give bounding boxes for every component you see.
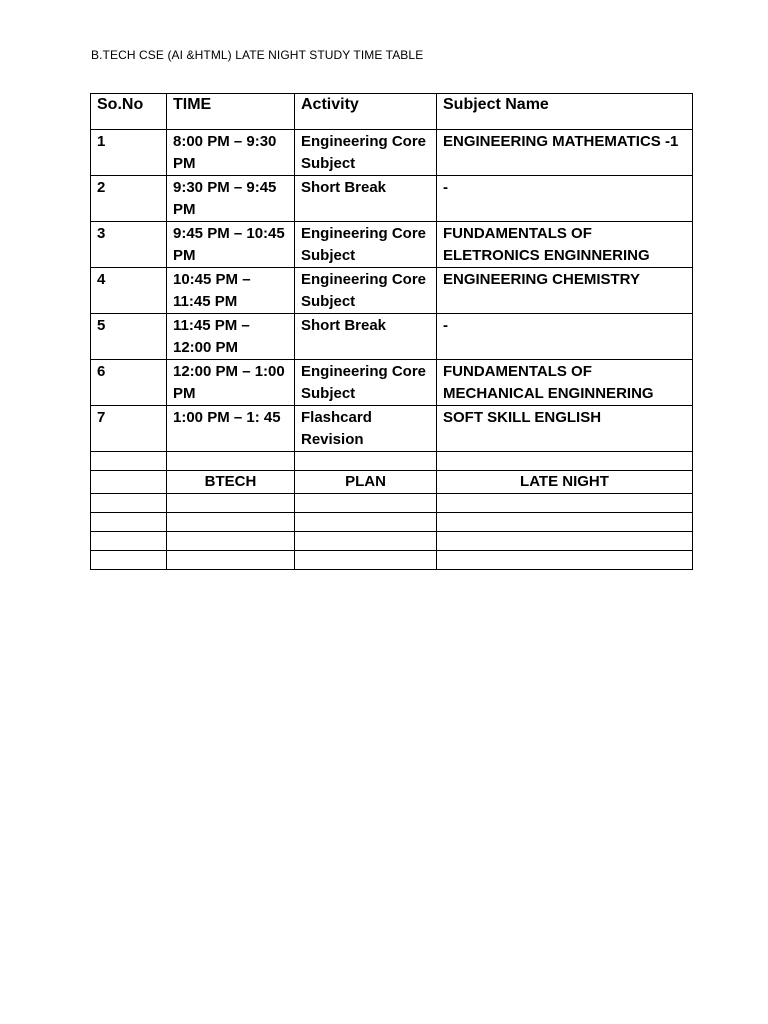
empty-cell [437, 513, 693, 532]
cell-subject: ENGINEERING MATHEMATICS -1 [437, 130, 693, 176]
cell-activity: Flashcard Revision [295, 406, 437, 452]
cell-time: 1:00 PM – 1: 45 [167, 406, 295, 452]
cell-activity: Engineering Core Subject [295, 130, 437, 176]
cell-activity: Engineering Core Subject [295, 222, 437, 268]
cell-no: 5 [91, 314, 167, 360]
table-row [91, 360, 693, 406]
empty-cell [91, 551, 167, 570]
cell-no: 3 [91, 222, 167, 268]
header-time: TIME [167, 94, 295, 130]
cell-time: 9:45 PM – 10:45 PM [167, 222, 295, 268]
cell-subject: ENGINEERING CHEMISTRY [437, 268, 693, 314]
empty-cell [295, 513, 437, 532]
label-late-night: LATE NIGHT [437, 471, 693, 494]
cell-no: 7 [91, 406, 167, 452]
table-row [91, 176, 693, 222]
table-row [91, 222, 693, 268]
cell-subject: FUNDAMENTALS OF ELETRONICS ENGINNERING [437, 222, 693, 268]
label-plan: PLAN [295, 471, 437, 494]
empty-cell [295, 551, 437, 570]
cell-time: 12:00 PM – 1:00 PM [167, 360, 295, 406]
header-subject-name: Subject Name [437, 94, 693, 130]
empty-cell [167, 532, 295, 551]
empty-cell [91, 513, 167, 532]
empty-cell [167, 494, 295, 513]
header-sono: So.No [91, 94, 167, 130]
cell-subject: - [437, 314, 693, 360]
cell-time: 9:30 PM – 9:45 PM [167, 176, 295, 222]
cell-time: 8:00 PM – 9:30 PM [167, 130, 295, 176]
cell-no: 1 [91, 130, 167, 176]
empty-row [91, 452, 693, 471]
empty-cell [91, 532, 167, 551]
table-row [91, 268, 693, 314]
header-row [91, 94, 693, 130]
empty-cell [91, 494, 167, 513]
cell-subject: SOFT SKILL ENGLISH [437, 406, 693, 452]
cell-subject: - [437, 176, 693, 222]
cell-activity: Engineering Core Subject [295, 360, 437, 406]
cell-activity: Short Break [295, 314, 437, 360]
empty-cell [295, 494, 437, 513]
label-row [91, 471, 693, 494]
cell-time: 10:45 PM – 11:45 PM [167, 268, 295, 314]
cell-time: 11:45 PM – 12:00 PM [167, 314, 295, 360]
table-row [91, 314, 693, 360]
cell-no: 2 [91, 176, 167, 222]
empty-cell [167, 513, 295, 532]
empty-cell [167, 551, 295, 570]
header-activity: Activity [295, 94, 437, 130]
empty-cell [437, 551, 693, 570]
empty-row [91, 532, 693, 551]
table-row [91, 406, 693, 452]
empty-cell [167, 452, 295, 471]
table-row [91, 130, 693, 176]
timetable [90, 93, 693, 570]
empty-row [91, 494, 693, 513]
empty-cell [91, 471, 167, 494]
empty-cell [91, 452, 167, 471]
document-title: B.TECH CSE (AI &HTML) LATE NIGHT STUDY TIME TABLE [91, 48, 424, 62]
empty-cell [437, 532, 693, 551]
empty-row [91, 551, 693, 570]
cell-activity: Engineering Core Subject [295, 268, 437, 314]
cell-subject: FUNDAMENTALS OF MECHANICAL ENGINNERING [437, 360, 693, 406]
empty-cell [437, 452, 693, 471]
empty-cell [295, 532, 437, 551]
cell-activity: Short Break [295, 176, 437, 222]
empty-row [91, 513, 693, 532]
cell-no: 4 [91, 268, 167, 314]
empty-cell [295, 452, 437, 471]
label-btech: BTECH [167, 471, 295, 494]
empty-cell [437, 494, 693, 513]
cell-no: 6 [91, 360, 167, 406]
